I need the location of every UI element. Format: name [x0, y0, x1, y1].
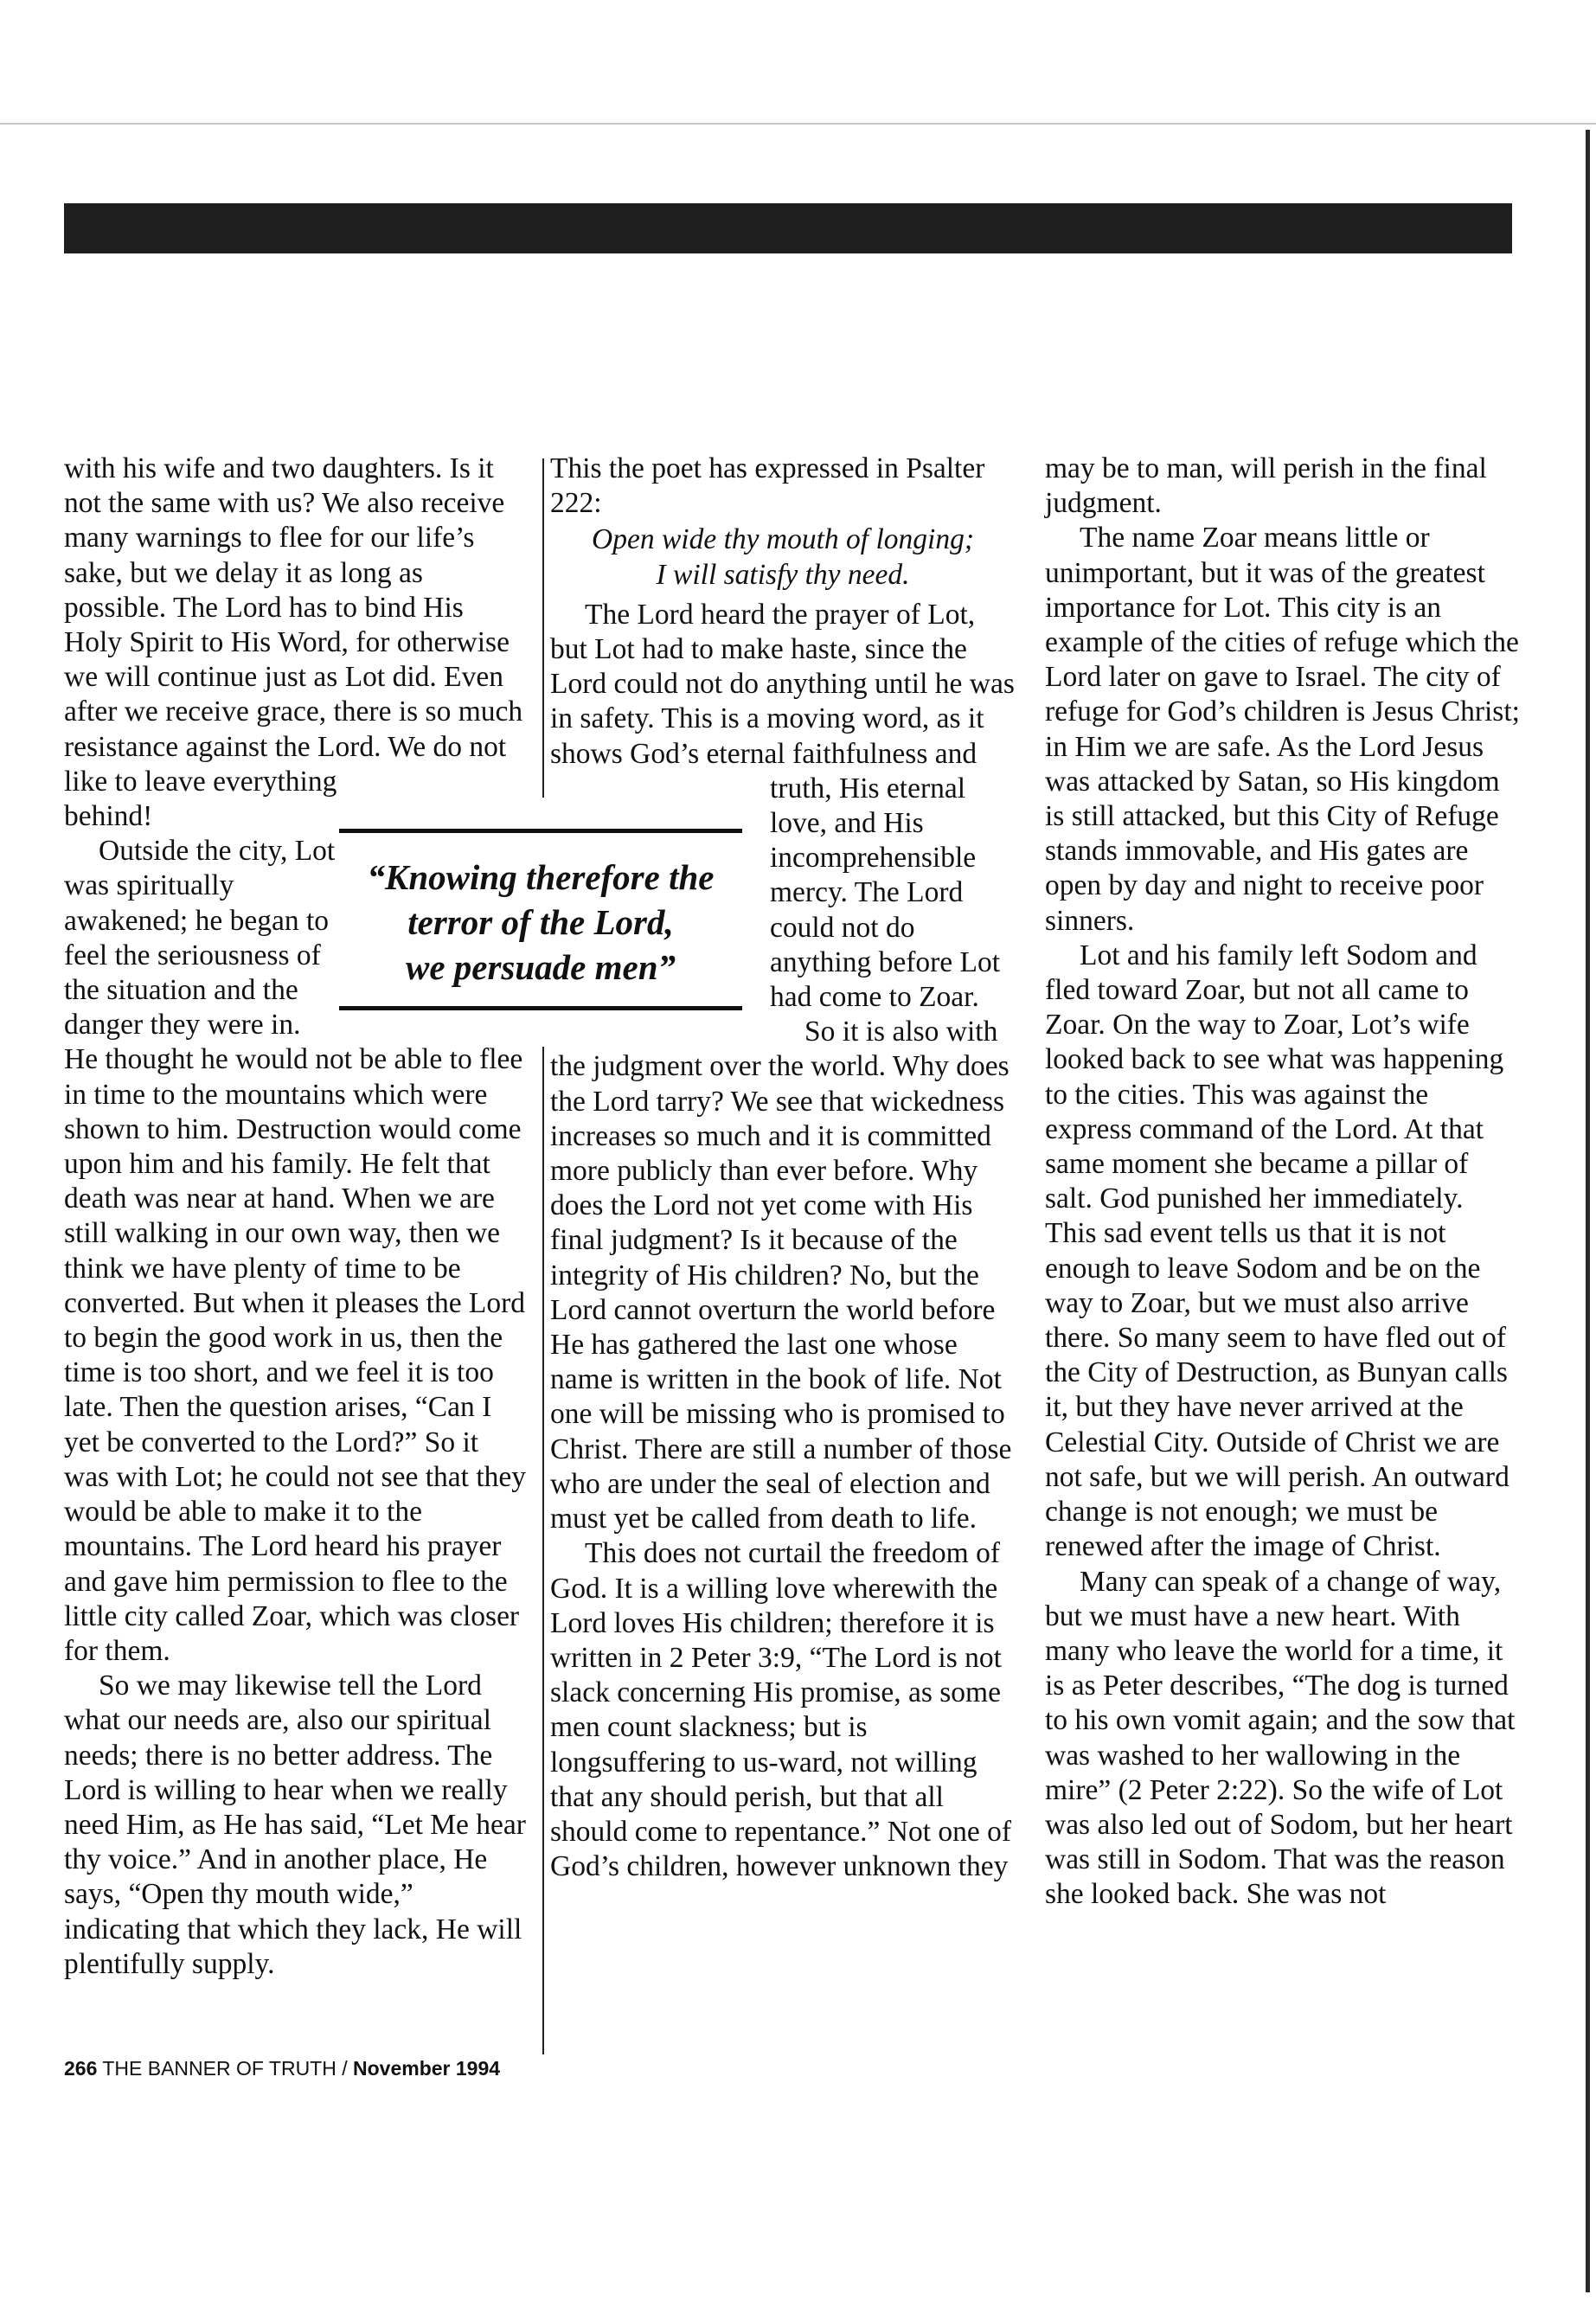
col3-paragraph-4: Many can speak of a change of way, but we must have a new heart. With many who leave the world for a time, it is as Peter describes, “The dog is turned to his own vomit again; and the sow that was washed to her wallowing in the mire” (2 Peter 2:22). So the wife of Lot was also led out of Sodom, but her heart was still in Sodom. That was the reason she looked back. She was not — [1045, 1565, 1516, 1911]
page-right-edge — [1586, 130, 1590, 2292]
col3-paragraph-2: The name Zoar means little or unimportant, but it was of the greatest importance for Lot. This city is an example of the cities of refuge which the Lord later on gave to Israel. The city of refuge for God’s children is Jesus Christ; in Him we are safe. As the Lord Jesus was attacked by Satan, so His kingdom is still attacked, but this City of Refuge stands immovable, and His gates are open by day and night to receive poor sinners. — [1045, 522, 1520, 937]
col2-paragraph-4: This does not curtail the freedom of God. It is a willing love wherewith the Lord loves His children; therefore it is written in 2 Peter 3:9, “The Lord is not slack concerning His promise, as some men count slackness; but is longsuffering to us-ward, not willing that any should perish, but that all should come to repentance.” Not one of God’s children, however unknown they — [550, 1537, 1012, 1883]
pull-quote-bottom-rule — [339, 1006, 742, 1010]
page-footer — [64, 2057, 500, 2080]
pull-quote-line-1: “Knowing therefore the — [367, 857, 715, 897]
pull-quote-top-rule — [339, 829, 742, 833]
pull-quote-line-2: terror of the Lord, — [407, 902, 674, 942]
pull-quote-text — [339, 855, 742, 990]
pull-quote-line-3: we persuade men” — [405, 947, 676, 987]
pull-quote — [339, 829, 742, 1010]
col1-paragraph-3: So we may likewise tell the Lord what our needs are, also our spiritual needs; there is no better address. The Lord is willing to hear when we really need Him, as He has said, “Let Me hear thy voice.” And in another place, He says, “Open thy mouth wide,” indicating that which they lack, He will plentifully supply. — [64, 1670, 526, 1980]
column-divider-top — [542, 458, 544, 798]
publication-name: THE BANNER OF TRUTH / — [102, 2057, 348, 2080]
col1-paragraph-1: with his wife and two daughters. Is it not the same with us? We also receive many warnings to flee for our life’s sake, but we delay it as long as possible. The Lord has to bind His Holy Spirit to His Word, for otherwise we will continue just as Lot did. Even after we receive grace, there is so much resistance against the Lord. We do not like to leave everything behind! — [64, 452, 523, 833]
article-column-2 — [550, 452, 1016, 1884]
psalter-verse — [550, 522, 1016, 592]
psalter-verse-line-2: I will satisfy thy need. — [656, 558, 910, 591]
header-bar — [64, 203, 1512, 253]
article-column-1 — [64, 452, 528, 1982]
col2-paragraph-1: This the poet has expressed in Psalter 222: — [550, 452, 985, 520]
column-divider-bottom — [542, 1047, 544, 2054]
col1-paragraph-2: Outside the city, Lot was spiritually awakened; he began to feel the seriousness of the situation and the danger they were in. He thought he would not be able to flee in time to the mountains which were shown to him. Destruction would come upon him and his family. He felt that death was near at hand. When we are still walking in our own way, then we think we have plenty of time to be converted. But when it pleases the Lord to begin the good work in us, then the time is too short, and we feel it is too late. Then the question arises, “Can I yet be converted to the Lord?” So it was with Lot; he could not see that they would be able to make it to the mountains. The Lord heard his prayer and gave him permission to flee to the little city called Zoar, which was closer for them. — [64, 835, 527, 1667]
page-number: 266 — [64, 2057, 98, 2080]
issue-date: November 1994 — [353, 2057, 501, 2080]
col2-paragraph-3: So it is also with the judgment over the world. Why does the Lord tarry? We see that wickedness increases so much and it is committed more publicly than ever before. Why does the Lord not yet come with His final judgment? Is it because of the integrity of His children? No, but the Lord cannot overturn the world before He has gathered the last one whose name is written in the book of life. Not one will be missing who is promised to Christ. There are still a number of those who are under the seal of election and must yet be called from death to life. — [550, 1016, 1012, 1535]
psalter-verse-line-1: Open wide thy mouth of longing; — [592, 523, 974, 556]
col3-paragraph-3: Lot and his family left Sodom and fled toward Zoar, but not all came to Zoar. On the way to Zoar, Lot’s wife looked back to see what was happening to the cities. This was against the express command of the Lord. At that same moment she became a pillar of salt. God punished her immediately. This sad event tells us that it is not enough to leave Sodom and be on the way to Zoar, but we must also arrive there. So many seem to have fled out of the City of Destruction, as Bunyan calls it, but they have never arrived at the Celestial City. Outside of Christ we are not safe, but we will perish. An outward change is not enough; we must be renewed after the image of Christ. — [1045, 939, 1509, 1563]
col2-paragraph-2: The Lord heard the prayer of Lot, but Lot had to make haste, since the Lord could not do anything until he was in safety. This is a moving word, as it shows God’s eternal faithfulness and truth, His eternal love, and His incomprehensible mercy. The Lord could not do anything before Lot had come to Zoar. — [550, 598, 1015, 1014]
page-top-rule — [0, 123, 1596, 125]
article-column-3 — [1045, 452, 1521, 1913]
col3-paragraph-1: may be to man, will perish in the final judgment. — [1045, 452, 1487, 520]
